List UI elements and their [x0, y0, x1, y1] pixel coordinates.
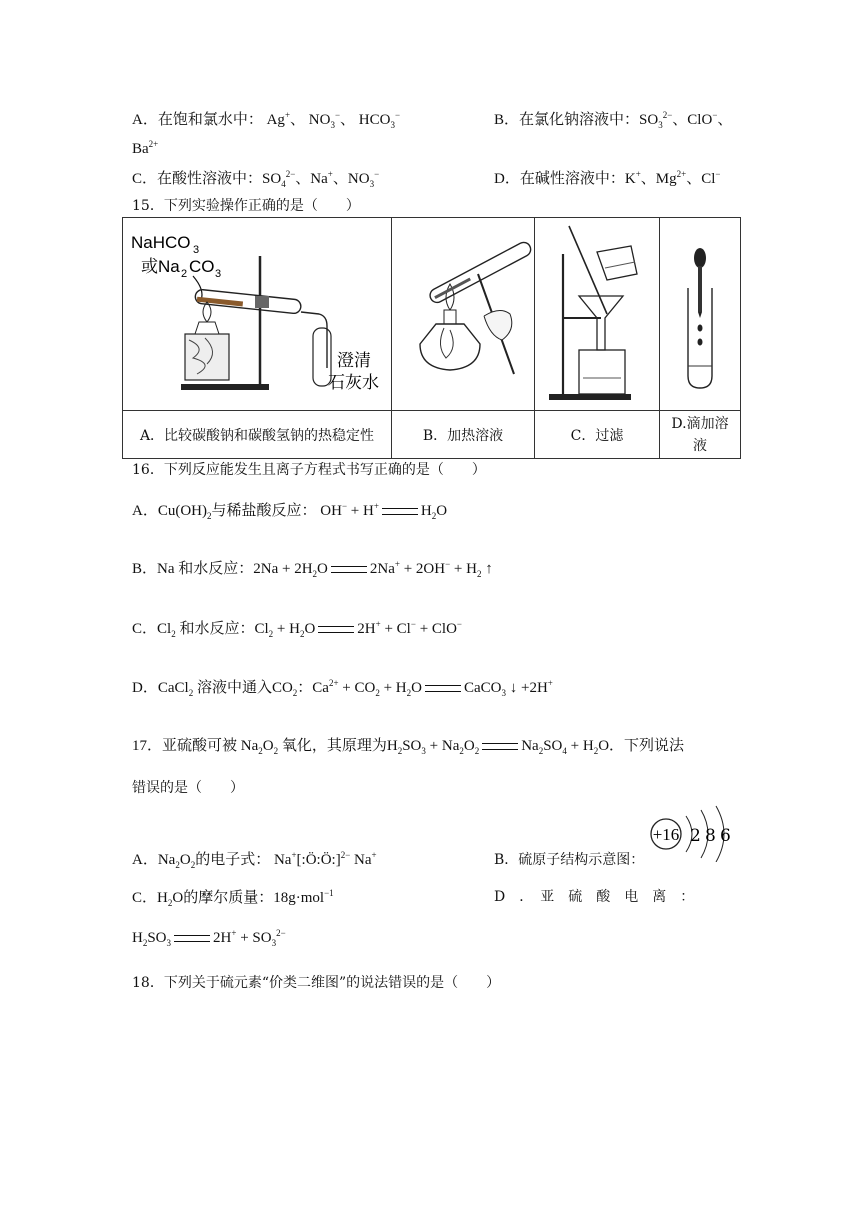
svg-text:8: 8 [705, 826, 716, 846]
svg-text:+16: +16 [652, 825, 680, 844]
svg-text:3: 3 [193, 244, 200, 256]
sulfur-atom-structure-icon [646, 804, 732, 862]
q16-option-a: A．$Cu(OH)_2$与稀盐酸反应： OH− + H+ $H_2O$ [132, 501, 448, 521]
q17-stem-line2: 错误的是（ ） [132, 780, 244, 796]
svg-text:CO: CO [189, 257, 215, 276]
svg-text:2: 2 [690, 826, 701, 846]
q17-option-d: D ． 亚 硫 酸 电 离 ： [494, 889, 695, 905]
q17-option-a: A．$Na_2O_2$的电子式： Na+[:Ö:Ö:]$^{2-}$ Na+ [132, 850, 377, 870]
q17-option-d-equation: $H_2SO_3$ $2H^+ + SO_3^{2-}$ [132, 928, 286, 948]
figure-d-cell [660, 218, 741, 411]
q16-option-b: B．Na 和水反应：$2Na + 2H_2O$ $2Na^+ + 2OH^- + H_2$ ↑ [132, 559, 493, 579]
svg-text:2: 2 [181, 268, 188, 280]
filtration-apparatus-icon [535, 218, 659, 410]
svg-text:或Na: 或Na [141, 257, 180, 276]
q16-stem: 16．下列反应能发生且离子方程式书写正确的是（ ） [132, 462, 486, 478]
figure-b-cell [392, 218, 535, 411]
q17-stem-line1: 17．亚硫酸可被 $Na_2O_2$ 氧化，其原理为$H_2SO_3 + Na_2O_2$ $Na_2SO_4 + H_2O$．下列说法 [132, 738, 685, 756]
q14-option-b: B．在氯化钠溶液中：$SO_3^{2-}$、ClO−、 [494, 110, 733, 130]
q14-option-b-cont: $Ba^{2+}$ [132, 139, 159, 157]
option-c-cell: C．过滤 [535, 411, 660, 459]
svg-text:6: 6 [720, 826, 731, 846]
heating-solution-apparatus-icon [392, 218, 534, 410]
dropper-apparatus-icon [660, 218, 740, 410]
q17-option-b: B．硫原子结构示意图： [494, 852, 645, 868]
q14-option-c: C．在酸性溶液中：$SO_4^{2-}$、Na+、$NO_3^-$ [132, 169, 380, 189]
option-a-cell: A．比较碳酸钠和碳酸氢钠的热稳定性 [123, 411, 392, 459]
q16-option-c: C．$Cl_2$ 和水反应：$Cl_2 + H_2O$ 2H+ + Cl− + ClO− [132, 619, 462, 639]
q17-option-c: C．$H_2O$的摩尔质量：18g·mol$^{-1}$ [132, 888, 334, 908]
option-d-cell: D.滴加溶 液 [660, 411, 741, 459]
figure-a-cell [123, 218, 392, 411]
q14-option-a: A．在饱和氯水中： Ag+、 $NO_3^-$、 $HCO_3^-$ [132, 110, 401, 130]
q15-figure-table [122, 217, 741, 459]
option-b-cell: B．加热溶液 [392, 411, 535, 459]
q15-stem: 15．下列实验操作正确的是（ ） [132, 198, 360, 214]
svg-text:石灰水: 石灰水 [328, 373, 379, 393]
figure-c-cell [535, 218, 660, 411]
figure-a-label-1: NaHCO [131, 233, 191, 252]
svg-text:澄清: 澄清 [337, 351, 371, 371]
q14-option-d: D．在碱性溶液中：K+、$Mg^{2+}$、Cl− [494, 169, 721, 187]
q16-option-d: D．CaCl$_2$ 溶液中通入$CO_2$：$Ca^{2+} + CO_2 + H_2O$ CaCO$_3$ ↓ +2H+ [132, 678, 553, 698]
q14-option-a-label: A．在饱和氯水中： [132, 112, 263, 128]
svg-text:3: 3 [215, 268, 222, 280]
thermal-stability-apparatus-icon [123, 218, 391, 410]
q18-stem: 18．下列关于硫元素“价类二维图”的说法错误的是（ ） [132, 975, 501, 991]
